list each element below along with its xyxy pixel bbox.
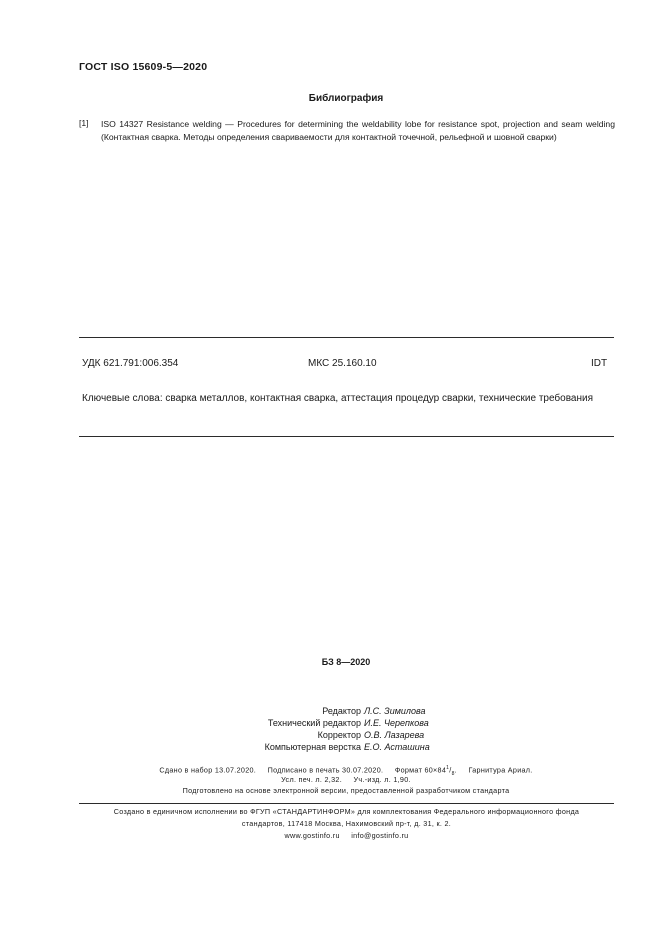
degree-of-correspondence: IDT <box>591 358 608 369</box>
print-info-line-2: Усл. печ. л. 2,32. Уч.-изд. л. 1,90. <box>281 775 411 784</box>
print-info-line-1: Сдано в набор 13.07.2020. Подписано в печать 30.07.2020. Формат $60\times 84^1/_8$. Гарнитура Ариал. <box>159 765 533 777</box>
mks-code: МКС 25.160.10 <box>308 358 377 369</box>
divider-top <box>79 337 614 338</box>
reference-text: ISO 14327 Resistance welding — Procedures for determining the weldability lobe for resistance spot, projection and seam welding (Контактная сварка. Методы определения свариваемости для контактной точечной, рельефной и шовной сварки) <box>101 119 615 142</box>
reference-number: [1] <box>79 118 89 128</box>
divider-publisher <box>79 803 614 804</box>
print-submitted: Сдано в набор 13.07.2020. <box>159 765 257 775</box>
divider-bottom <box>79 436 614 437</box>
print-format-numerator: 1 <box>446 765 450 771</box>
staff-name: Л.С. Зимилова <box>364 706 426 716</box>
staff-name: Е.О. Асташина <box>364 742 430 752</box>
print-format-denominator: 8 <box>451 770 455 777</box>
print-signed: Подписано в печать 30.07.2020. <box>267 765 384 775</box>
publisher-line-1: Создано в единичном исполнении во ФГУП «СТАНДАРТИНФОРМ» для комплектования Федерального информационного фонда <box>113 807 580 816</box>
bz-number: БЗ 8—2020 <box>321 657 371 667</box>
publisher-contacts: www.gostinfo.ru info@gostinfo.ru <box>284 831 409 840</box>
keywords: Ключевые слова: сварка металлов, контактная сварка, аттестация процедур сварки, технические требования <box>82 393 594 404</box>
print-font: Гарнитура Ариал. <box>468 765 533 775</box>
staff-row-layout <box>0 741 361 754</box>
staff-role: Технический редактор <box>267 718 361 728</box>
staff-name: И.Е. Черепкова <box>364 718 429 728</box>
staff-role: Редактор <box>322 706 361 716</box>
publisher-line-2: стандартов, 117418 Москва, Нахимовский пр-т, д. 31, к. 2. <box>241 819 452 828</box>
bibliography-title: Библиография <box>308 93 384 104</box>
staff-role: Корректор <box>317 730 361 740</box>
standard-code: ГОСТ ISO 15609-5—2020 <box>79 61 208 73</box>
staff-name: О.В. Лазарева <box>364 730 425 740</box>
print-format: Формат 60×84 <box>394 765 447 775</box>
print-info-line-3: Подготовлено на основе электронной версии, предоставленной разработчиком стандарта <box>182 786 510 795</box>
staff-role: Компьютерная верстка <box>264 742 361 752</box>
udk-code: УДК 621.791:006.354 <box>82 358 179 369</box>
